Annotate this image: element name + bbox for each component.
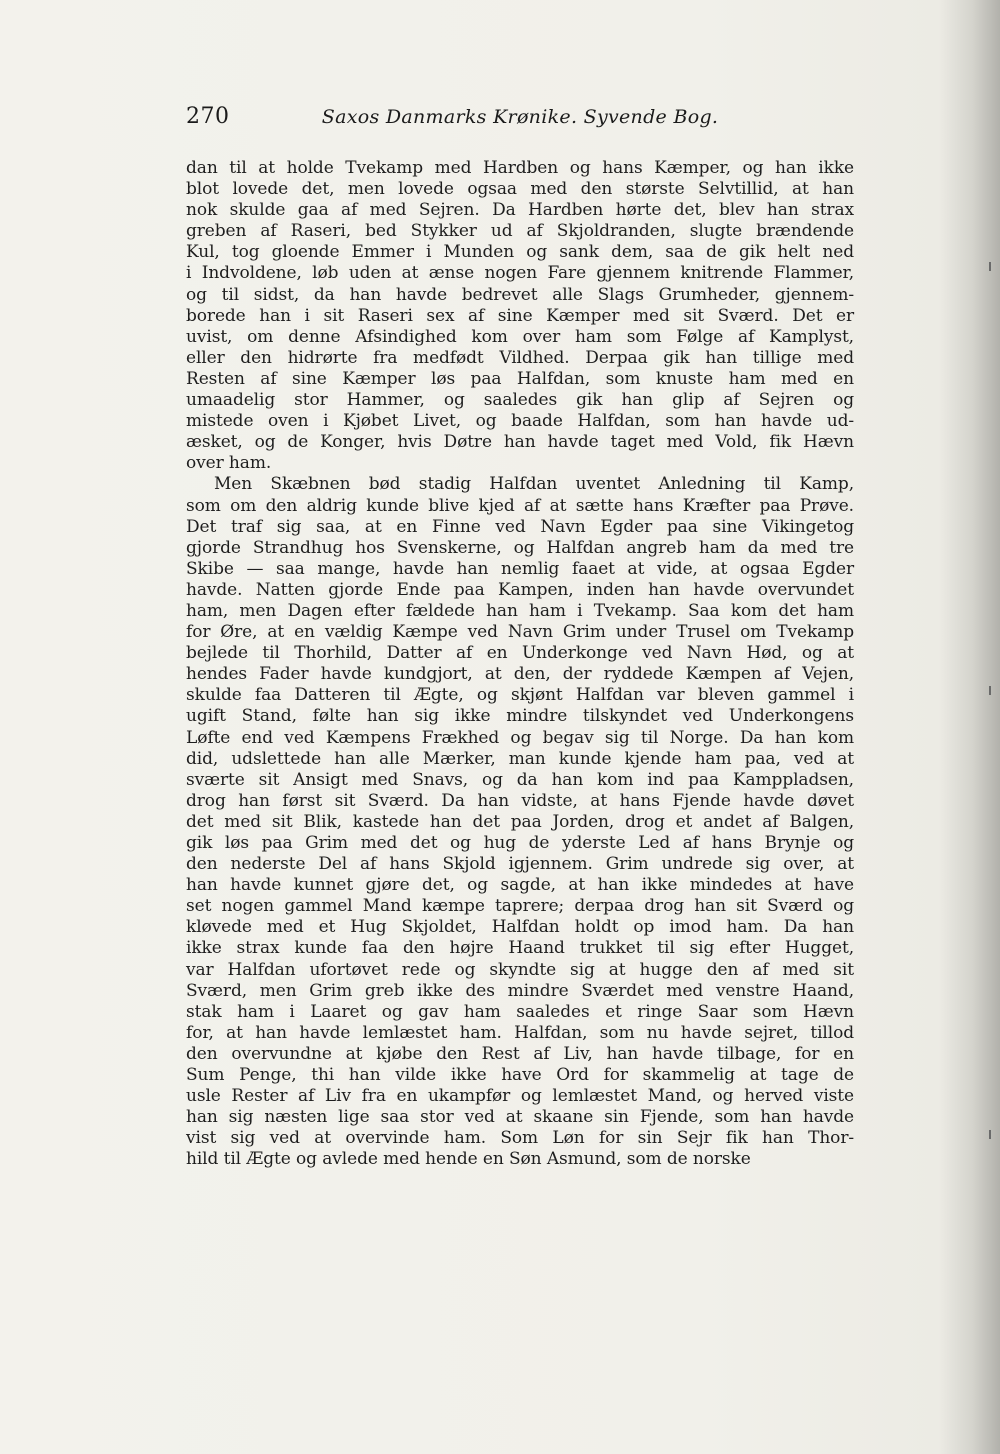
text-line: dan til at holde Tvekamp med Hardben og hans Kæmper, og han ikke <box>186 158 854 178</box>
text-line: greben af Raseri, bed Stykker ud af Skjoldranden, slugte brændende <box>186 221 854 242</box>
text-line: sværte sit Ansigt med Snavs, og da han kom ind paa Kamppladsen, <box>186 769 854 790</box>
text-line: blot lovede det, men lovede ogsaa med den største Selvtillid, at han <box>186 179 854 200</box>
page-header <box>186 104 854 134</box>
text-line: Resten af sine Kæmper løs paa Halfdan, som knuste ham med en <box>186 368 854 389</box>
text-line: uvist, om denne Afsindighed kom over ham som Følge af Kamplyst, <box>186 326 854 347</box>
text-line: æsket, og de Konger, hvis Døtre han havde taget med Vold, fik Hævn <box>186 432 854 453</box>
text-line: som om den aldrig kunde blive kjed af at sætte hans Kræfter paa Prøve. <box>186 495 854 516</box>
text-line: mistede oven i Kjøbet Livet, og baade Halfdan, som han havde ud- <box>186 411 854 432</box>
text-line: for, at han havde lemlæstet ham. Halfdan, som nu havde sejret, tillod <box>186 1022 854 1043</box>
text-line: ham, men Dagen efter fældede han ham i Tvekamp. Saa kom det ham <box>186 600 854 621</box>
text-line: stak ham i Laaret og gav ham saaledes et ringe Saar som Hævn <box>186 1001 854 1022</box>
text-line: skulde faa Datteren til Ægte, og skjønt Halfdan var bleven gammel i <box>186 685 854 706</box>
text-line: han havde kunnet gjøre det, og sagde, at han ikke mindedes at have <box>186 875 854 896</box>
text-line: umaadelig stor Hammer, og saaledes gik han glip af Sejren og <box>186 390 854 411</box>
page-number: 270 <box>186 104 230 129</box>
text-line: gik løs paa Grim med det og hug de yderste Led af hans Brynje og <box>186 833 854 853</box>
margin-mark <box>989 1130 991 1139</box>
margin-mark <box>989 262 991 271</box>
text-line: gjorde Strandhug hos Svenskerne, og Halfdan angreb ham da med tre <box>186 537 854 558</box>
text-line: den overvundne at kjøbe den Rest af Liv, han havde tilbage, for en <box>186 1043 854 1064</box>
margin-mark <box>989 686 991 695</box>
text-line: hild til Ægte og avlede med hende en Søn Asmund, som de norske <box>186 1149 751 1170</box>
text-line: og til sidst, da han havde bedrevet alle Slags Grumheder, gjennem- <box>186 284 854 305</box>
text-line: vist sig ved at overvinde ham. Som Løn for sin Sejr fik han Thor- <box>186 1128 854 1149</box>
text-line: kløvede med et Hug Skjoldet, Halfdan holdt op imod ham. Da han <box>186 917 854 938</box>
text-line: eller den hidrørte fra medfødt Vildhed. Derpaa gik han tillige med <box>186 347 854 368</box>
text-line: Sum Penge, thi han vilde ikke have Ord for skammelig at tage de <box>186 1065 854 1086</box>
text-line: ikke strax kunde faa den højre Haand trukket til sig efter Hugget, <box>186 938 854 959</box>
text-line: drog han først sit Sværd. Da han vidste, at hans Fjende havde døvet <box>186 790 854 811</box>
text-line: Skibe — saa mange, havde han nemlig faaet at vide, at ogsaa Egder <box>186 558 854 579</box>
text-line: over ham. <box>186 453 272 474</box>
text-line: den nederste Del af hans Skjold igjennem. Grim undrede sig over, at <box>186 854 854 875</box>
text-line: det med sit Blik, kastede han det paa Jorden, drog et andet af Balgen, <box>186 811 854 832</box>
text-line: han sig næsten lige saa stor ved at skaane sin Fjende, som han havde <box>186 1107 854 1128</box>
page-edge-shadow <box>938 0 1000 1454</box>
text-line: ugift Stand, følte han sig ikke mindre tilskyndet ved Underkongens <box>186 706 854 727</box>
text-line: Kul, tog gloende Emmer i Munden og sank dem, saa de gik helt ned <box>186 242 854 263</box>
text-line: for Øre, at en vældig Kæmpe ved Navn Grim under Trusel om Tvekamp <box>186 622 854 643</box>
text-line: Sværd, men Grim greb ikke des mindre Sværdet med venstre Haand, <box>186 980 854 1001</box>
running-title: Saxos Danmarks Krønike. Syvende Bog. <box>321 106 719 128</box>
text-line: bejlede til Thorhild, Datter af en Underkonge ved Navn Hød, og at <box>186 643 854 664</box>
text-line: var Halfdan ufortøvet rede og skyndte sig at hugge den af med sit <box>186 959 854 980</box>
text-line: hendes Fader havde kundgjort, at den, der ryddede Kæmpen af Vejen, <box>186 664 854 685</box>
text-line: Men Skæbnen bød stadig Halfdan uventet Anledning til Kamp, <box>214 474 854 495</box>
text-line: did, udslettede han alle Mærker, man kunde kjende ham paa, ved at <box>186 748 854 769</box>
text-line: Det traf sig saa, at en Finne ved Navn Egder paa sine Vikingetog <box>186 516 854 537</box>
body-text <box>186 158 854 1171</box>
text-line: i Indvoldene, løb uden at ænse nogen Fare gjennem knitrende Flammer, <box>186 263 854 284</box>
paragraph <box>186 474 854 1170</box>
text-line: set nogen gammel Mand kæmpe taprere; derpaa drog han sit Sværd og <box>186 896 854 917</box>
text-line: borede han i sit Raseri sex af sine Kæmper med sit Sværd. Det er <box>186 305 854 326</box>
text-line: Løfte end ved Kæmpens Frækhed og begav sig til Norge. Da han kom <box>186 727 854 748</box>
paragraph <box>186 158 854 474</box>
text-line: havde. Natten gjorde Ende paa Kampen, inden han havde overvundet <box>186 579 854 600</box>
text-line: nok skulde gaa af med Sejren. Da Hardben hørte det, blev han strax <box>186 200 854 221</box>
text-line: usle Rester af Liv fra en ukampfør og lemlæstet Mand, og herved viste <box>186 1086 854 1107</box>
